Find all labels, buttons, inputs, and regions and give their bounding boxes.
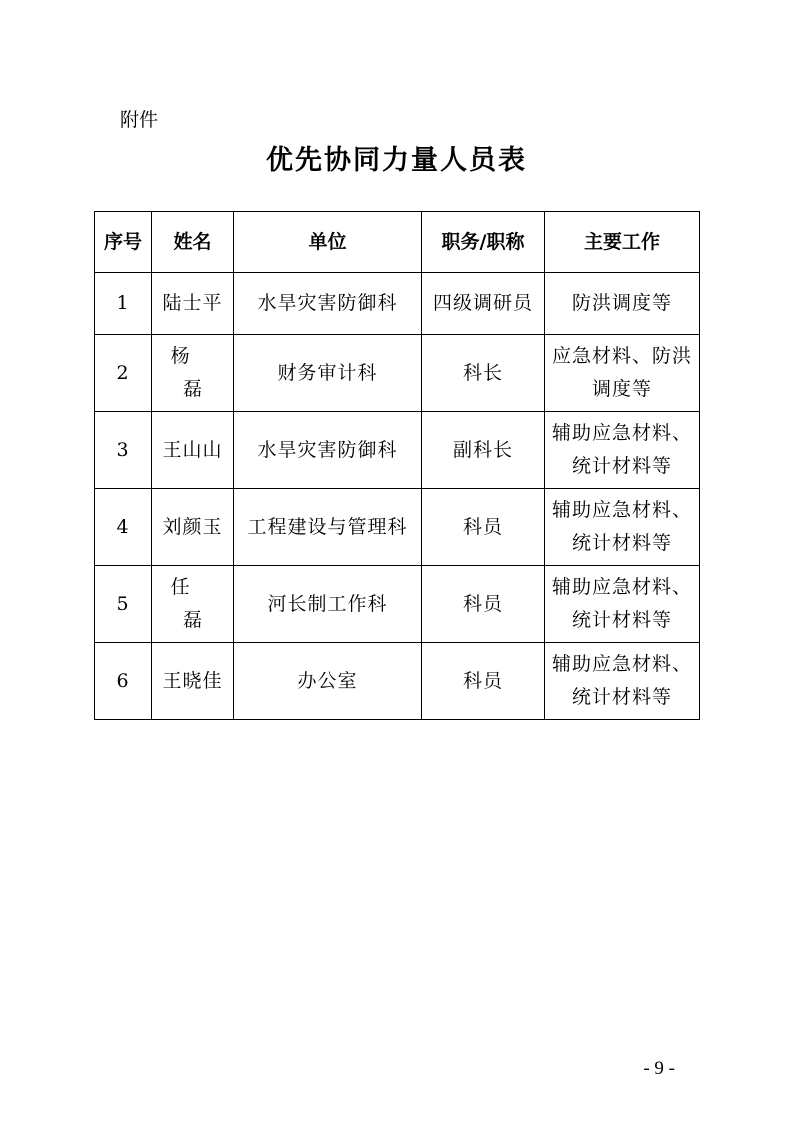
header-position: 职务/职称 bbox=[422, 212, 545, 273]
cell-index: 3 bbox=[95, 412, 152, 489]
table-row bbox=[95, 643, 700, 720]
cell-name: 王山山 bbox=[152, 412, 234, 489]
table-row bbox=[95, 335, 700, 412]
cell-index: 5 bbox=[95, 566, 152, 643]
cell-name: 刘颜玉 bbox=[152, 489, 234, 566]
personnel-table bbox=[94, 211, 700, 720]
page-number-text: - 9 - bbox=[643, 1058, 675, 1079]
header-unit: 单位 bbox=[234, 212, 422, 273]
cell-work: 辅助应急材料、统计材料等 bbox=[545, 566, 700, 643]
cell-name bbox=[152, 335, 234, 412]
cell-work: 辅助应急材料、统计材料等 bbox=[545, 412, 700, 489]
cell-position: 科长 bbox=[422, 335, 545, 412]
cell-unit: 办公室 bbox=[234, 643, 422, 720]
header-work: 主要工作 bbox=[545, 212, 700, 273]
table-row bbox=[95, 412, 700, 489]
cell-index: 6 bbox=[95, 643, 152, 720]
cell-position: 科员 bbox=[422, 489, 545, 566]
header-index: 序号 bbox=[95, 212, 152, 273]
page-number bbox=[0, 1058, 793, 1080]
cell-name-text: 杨磊 bbox=[170, 345, 227, 400]
table-row bbox=[95, 566, 700, 643]
cell-index: 1 bbox=[95, 273, 152, 335]
table-row bbox=[95, 489, 700, 566]
cell-unit: 工程建设与管理科 bbox=[234, 489, 422, 566]
cell-name-text: 任磊 bbox=[170, 576, 227, 631]
cell-name: 王晓佳 bbox=[152, 643, 234, 720]
cell-unit: 财务审计科 bbox=[234, 335, 422, 412]
header-name: 姓名 bbox=[152, 212, 234, 273]
cell-name: 陆士平 bbox=[152, 273, 234, 335]
cell-position: 副科长 bbox=[422, 412, 545, 489]
cell-index: 4 bbox=[95, 489, 152, 566]
cell-work: 辅助应急材料、统计材料等 bbox=[545, 643, 700, 720]
cell-position: 四级调研员 bbox=[422, 273, 545, 335]
cell-position: 科员 bbox=[422, 566, 545, 643]
attachment-label: 附件 bbox=[120, 109, 159, 131]
cell-unit: 水旱灾害防御科 bbox=[234, 412, 422, 489]
table-row bbox=[95, 273, 700, 335]
table-header-row bbox=[95, 212, 700, 273]
cell-unit: 河长制工作科 bbox=[234, 566, 422, 643]
cell-index: 2 bbox=[95, 335, 152, 412]
cell-work: 防洪调度等 bbox=[545, 273, 700, 335]
cell-work: 应急材料、防洪调度等 bbox=[545, 335, 700, 412]
cell-work: 辅助应急材料、统计材料等 bbox=[545, 489, 700, 566]
cell-name bbox=[152, 566, 234, 643]
cell-unit: 水旱灾害防御科 bbox=[234, 273, 422, 335]
page-title: 优先协同力量人员表 bbox=[266, 145, 527, 176]
cell-position: 科员 bbox=[422, 643, 545, 720]
